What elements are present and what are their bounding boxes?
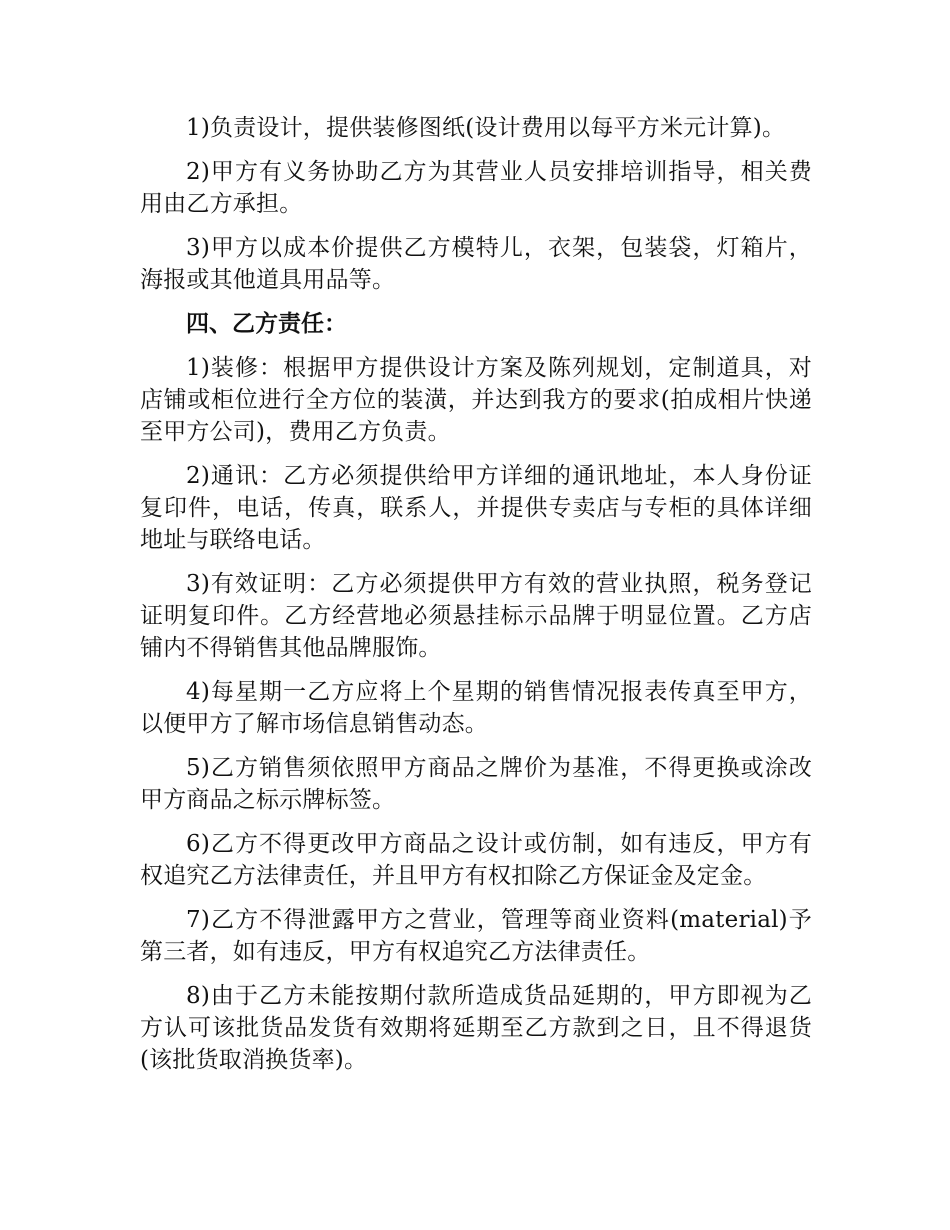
section-heading: 四、乙方责任： (186, 311, 347, 337)
clause-paragraph-yi-1: 1)装修：根据甲方提供设计方案及陈列规划，定制道具，对店铺或柜位进行全方位的装潢，并达到我方的要求(拍成相片快递至甲方公司)，费用乙方负责。 (140, 355, 812, 445)
clause-paragraph-yi-3: 3)有效证明：乙方必须提供甲方有效的营业执照，税务登记证明复印件。乙方经营地必须悬挂标示品牌于明显位置。乙方店铺内不得销售其他品牌服饰。 (140, 571, 812, 661)
clause-paragraph-yi-8: 8)由于乙方未能按期付款所造成货品延期的，甲方即视为乙方认可该批货品发货有效期将延期至乙方款到之日，且不得退货(该批货取消换货率)。 (140, 983, 812, 1073)
clause-paragraph-yi-4: 4)每星期一乙方应将上个星期的销售情况报表传真至甲方，以便甲方了解市场信息销售动态。 (140, 679, 812, 737)
clause-paragraph-yi-7: 7)乙方不得泄露甲方之营业，管理等商业资料(material)予第三者，如有违反，甲方有权追究乙方法律责任。 (140, 907, 812, 965)
clause-paragraph-yi-5: 5)乙方销售须依照甲方商品之牌价为基准，不得更换或涂改甲方商品之标示牌标签。 (140, 755, 812, 813)
clause-paragraph-jia-1: 1)负责设计，提供装修图纸(设计费用以每平方米元计算)。 (186, 115, 786, 141)
document-page (140, 112, 812, 1088)
clause-paragraph-jia-2: 2)甲方有义务协助乙方为其营业人员安排培训指导，相关费用由乙方承担。 (140, 159, 812, 217)
clause-paragraph-yi-2: 2)通讯：乙方必须提供给甲方详细的通讯地址，本人身份证复印件，电话，传真，联系人，并提供专卖店与专柜的具体详细地址与联络电话。 (140, 463, 812, 553)
clause-paragraph-yi-6: 6)乙方不得更改甲方商品之设计或仿制，如有违反，甲方有权追究乙方法律责任，并且甲方有权扣除乙方保证金及定金。 (140, 831, 812, 889)
clause-paragraph-jia-3: 3)甲方以成本价提供乙方模特儿，衣架，包装袋，灯箱片，海报或其他道具用品等。 (140, 235, 812, 293)
